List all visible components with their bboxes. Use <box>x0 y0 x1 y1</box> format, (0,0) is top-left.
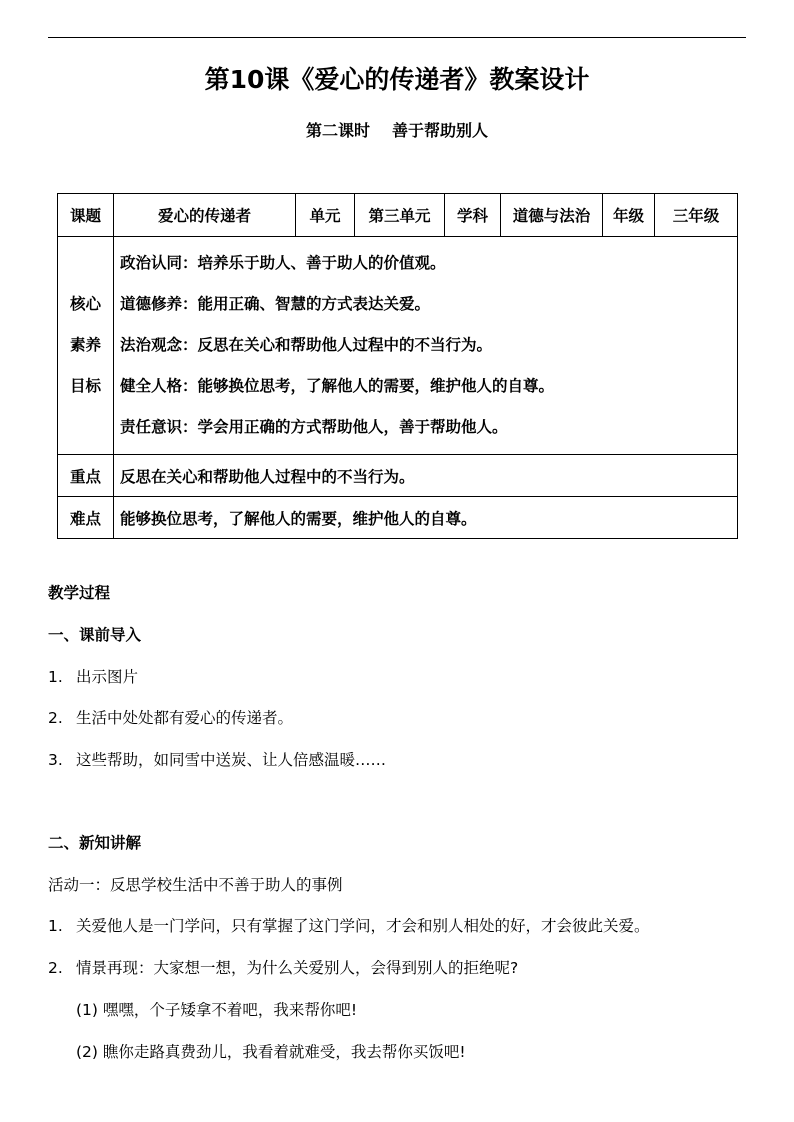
list-item-number: 2. <box>48 959 63 977</box>
lesson-info-table <box>57 193 738 539</box>
goals-row <box>58 237 738 455</box>
document-subtitle <box>0 119 794 143</box>
goals-label-cell <box>58 237 114 455</box>
lesson-topic: 善于帮助别人 <box>392 121 489 140</box>
list-item-text: 这些帮助，如同雪中送炭、让人倍感温暖…… <box>76 751 387 769</box>
goal-moral: 道德修养：能用正确、智慧的方式表达关爱。 <box>120 295 431 313</box>
sub-item-number: (2) <box>76 1043 98 1061</box>
topic-value: 爱心的传递者 <box>114 194 296 237</box>
list-item-text: 生活中处处都有爱心的传递者。 <box>76 709 294 727</box>
list-item-text: 情景再现：大家想一想，为什么关爱别人，会得到别人的拒绝呢? <box>76 959 519 977</box>
difficulty-label: 难点 <box>58 497 114 539</box>
grade-label: 年级 <box>603 194 655 237</box>
list-item <box>48 748 748 772</box>
list-item-text: 关爱他人是一门学问，只有掌握了这门学问，才会和别人相处的好，才会彼此关爱。 <box>76 917 650 935</box>
goals-label-line: 目标 <box>69 377 101 395</box>
section-2-title: 二、新知讲解 <box>48 834 142 852</box>
section-1-title: 一、课前导入 <box>48 626 142 644</box>
key-point-label: 重点 <box>58 455 114 497</box>
subject-value: 道德与法治 <box>501 194 603 237</box>
lesson-period: 第二课时 <box>305 121 370 140</box>
process-heading: 教学过程 <box>48 584 111 602</box>
difficulty-row <box>58 497 738 539</box>
subject-label: 学科 <box>445 194 501 237</box>
sub-item-text: 嘿嘿，个子矮拿不着吧，我来帮你吧! <box>102 1001 358 1019</box>
difficulty-text: 能够换位思考，了解他人的需要，维护他人的自尊。 <box>114 497 738 539</box>
topic-label: 课题 <box>58 194 114 237</box>
list-item <box>48 914 748 938</box>
goal-legal: 法治观念：反思在关心和帮助他人过程中的不当行为。 <box>120 336 493 354</box>
goal-personality: 健全人格：能够换位思考，了解他人的需要，维护他人的自尊。 <box>120 377 555 395</box>
goals-content-cell <box>114 237 738 455</box>
sub-item-number: (1) <box>76 1001 98 1019</box>
goal-responsibility: 责任意识：学会用正确的方式帮助他人，善于帮助他人。 <box>120 418 508 436</box>
unit-value: 第三单元 <box>355 194 445 237</box>
document-title: 第10课《爱心的传递者》教案设计 <box>204 65 590 94</box>
sub-list-item <box>48 998 776 1022</box>
goals-label-line: 核心 <box>69 295 101 313</box>
list-item-number: 1. <box>48 917 63 935</box>
list-item-number: 2. <box>48 709 63 727</box>
list-item-number: 3. <box>48 751 63 769</box>
list-item <box>48 956 748 980</box>
grade-value: 三年级 <box>655 194 738 237</box>
header-rule <box>48 37 746 38</box>
activity-title: 活动一：反思学校生活中不善于助人的事例 <box>48 876 343 894</box>
table-header-row <box>58 194 738 237</box>
key-point-row <box>58 455 738 497</box>
goals-label-line: 素养 <box>69 336 101 354</box>
list-item <box>48 706 748 730</box>
unit-label: 单元 <box>296 194 355 237</box>
list-item-text: 出示图片 <box>76 668 139 686</box>
key-point-text: 反思在关心和帮助他人过程中的不当行为。 <box>114 455 738 497</box>
sub-list-item <box>48 1040 776 1064</box>
list-item-number: 1. <box>48 668 63 686</box>
sub-item-text: 瞧你走路真费劲儿，我看着就难受，我去帮你买饭吧! <box>102 1043 466 1061</box>
list-item <box>48 665 748 689</box>
goal-political: 政治认同：培养乐于助人、善于助人的价值观。 <box>120 254 446 272</box>
